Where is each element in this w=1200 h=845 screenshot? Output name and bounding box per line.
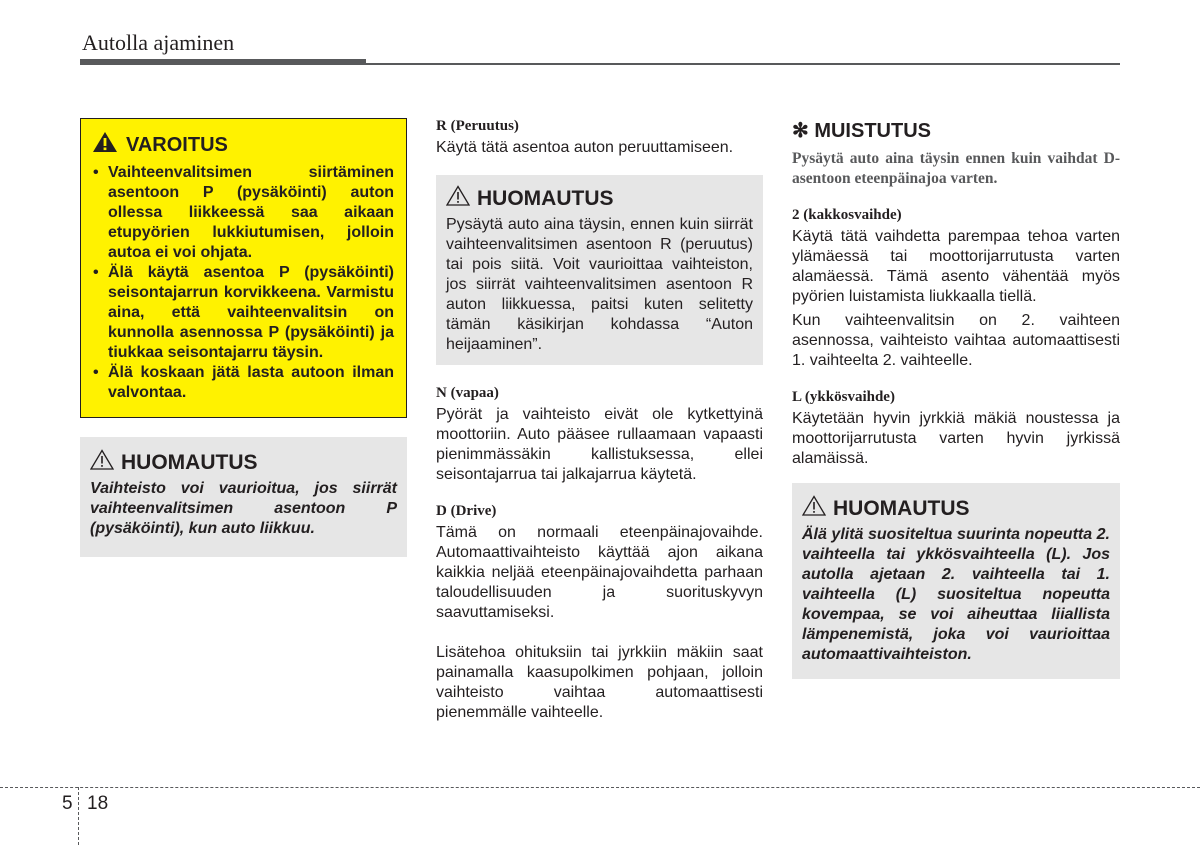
asterisk-icon: ✻ — [792, 120, 809, 142]
page-number: 18 — [87, 793, 109, 814]
warning-box — [80, 118, 407, 418]
warning-title: VAROITUS — [126, 133, 228, 156]
column-3 — [792, 118, 1120, 679]
note-title-row — [802, 495, 1110, 522]
section-heading-low: L (ykkösvaihde) — [792, 389, 895, 405]
warning-item: • Älä koskaan jätä lasta autoon ilman valvontaa. — [92, 363, 394, 403]
note-title-row — [90, 449, 397, 476]
header-title: Autolla ajaminen — [82, 30, 235, 55]
section-text-second-2: Kun vaihteenvalitsin on 2. vaihteen asennossa, vaihteisto vaihtaa automaattisesti 1. vaihteelta 2. vaihteelle. — [792, 312, 1120, 369]
warning-title-row — [92, 131, 394, 159]
section-heading-reverse: R (Peruutus) — [436, 118, 519, 134]
section-heading-second: 2 (kakkosvaihde) — [792, 207, 902, 223]
chapter-number: 5 — [62, 793, 73, 814]
note-title: HUOMAUTUS — [121, 450, 258, 474]
warning-item: • Vaihteenvalitsimen siirtäminen asentoon P (pysäköinti) auton ollessa liikkeessä saa aikaan etupyörien lukkiutumisen, jolloin autoa ei voi ohjata. — [92, 163, 394, 263]
section-text-low: Käytetään hyvin jyrkkiä mäkiä noustessa ja moottorijarrutusta varten hyvin jyrkissä alamäissä. — [792, 410, 1120, 467]
note-title-row — [446, 185, 753, 212]
section-text-second-1: Käytä tätä vaihdetta parempaa tehoa varten ylämäessä tai moottorijarrutusta varten alamäessä. Tämä asento vähentää myös pyörien luistamista liukkaalla tiellä. — [792, 228, 1120, 305]
caution-triangle-icon — [446, 185, 470, 212]
caution-triangle-icon — [802, 495, 826, 522]
memo-title: MUISTUTUS — [814, 120, 931, 142]
warning-triangle-icon — [92, 131, 118, 159]
caution-triangle-icon — [90, 449, 114, 476]
section-text-drive-2: Lisätehoa ohituksiin tai jyrkkiin mäkiin saat painamalla kaasupolkimen pohjaan, jolloin vaihteisto vaihtaa automaattisesti pienemmälle vaihteelle. — [436, 644, 763, 721]
footer-rule — [0, 787, 1200, 788]
column-1 — [80, 118, 407, 557]
note-title: HUOMAUTUS — [477, 186, 614, 210]
section-text-neutral: Pyörät ja vaihteisto eivät ole kytkettyinä moottoriin. Auto pääsee rullaamaan vapaasti pienimmässäkin kallistuksessa, ellei seisontajarrua tai jalkajarrua käytetä. — [436, 406, 763, 483]
section-text-reverse: Käytä tätä asentoa auton peruuttamiseen. — [436, 139, 734, 156]
note-box-transmission — [80, 437, 407, 557]
footer-divider — [78, 787, 79, 845]
memo-title-row — [792, 118, 1120, 143]
note-text: Pysäytä auto aina täysin, ennen kuin siirrät vaihteenvalitsimen asentoon R (peruutus) tai pois siitä. Voit vaurioittaa vaihteiston, jos siirrät vaihteenvalitsimen asentoon R auton liikkuessa, paitsi kuten selitetty tämän käsikirjan kohdassa “Auton heijaaminen”. — [446, 216, 753, 353]
section-text-drive-1: Tämä on normaali eteenpäinajovaihde. Automaattivaihteisto käyttää ajon aikana kaikkia neljää eteenpäinajovaihdetta parhaan taloudellisuuden ja suorituskyvyn saavuttamiseksi. — [436, 524, 763, 621]
header-rule-thin — [366, 63, 1120, 65]
note-text: Vaihteisto voi vaurioitua, jos siirrät vaihteenvalitsimen asentoon P (pysäköinti), kun auto liikkuu. — [90, 480, 397, 537]
note-box-reverse — [436, 175, 763, 365]
warning-item: • Älä käytä asentoa P (pysäköinti) seisontajarrun korvikkeena. Varmistu aina, että vaihteenvalitsin on kunnolla asennossa P (pysäköinti) ja tiukkaa seisontajarru täysin. — [92, 263, 394, 363]
section-heading-neutral: N (vapaa) — [436, 385, 499, 401]
column-2 — [436, 118, 763, 723]
memo-text: Pysäytä auto aina täysin ennen kuin vaihdat D-asentoon eteenpäinajoa varten. — [792, 150, 1120, 187]
section-heading-drive: D (Drive) — [436, 503, 497, 519]
note-text: Älä ylitä suositeltua suurinta nopeutta 2. vaihteella tai ykkösvaihteella (L). Jos autolla ajetaan 2. vaihteella tai 1. vaihteella (L) suositeltua nopeutta kovempaa, se voi aiheuttaa liiallista lämpenemistä, joka voi vaurioittaa automaattivaihteiston. — [802, 526, 1110, 663]
warning-list — [92, 163, 394, 403]
note-title: HUOMAUTUS — [833, 496, 970, 520]
header-rule-thick — [80, 59, 366, 65]
note-box-gear-speed — [792, 483, 1120, 679]
